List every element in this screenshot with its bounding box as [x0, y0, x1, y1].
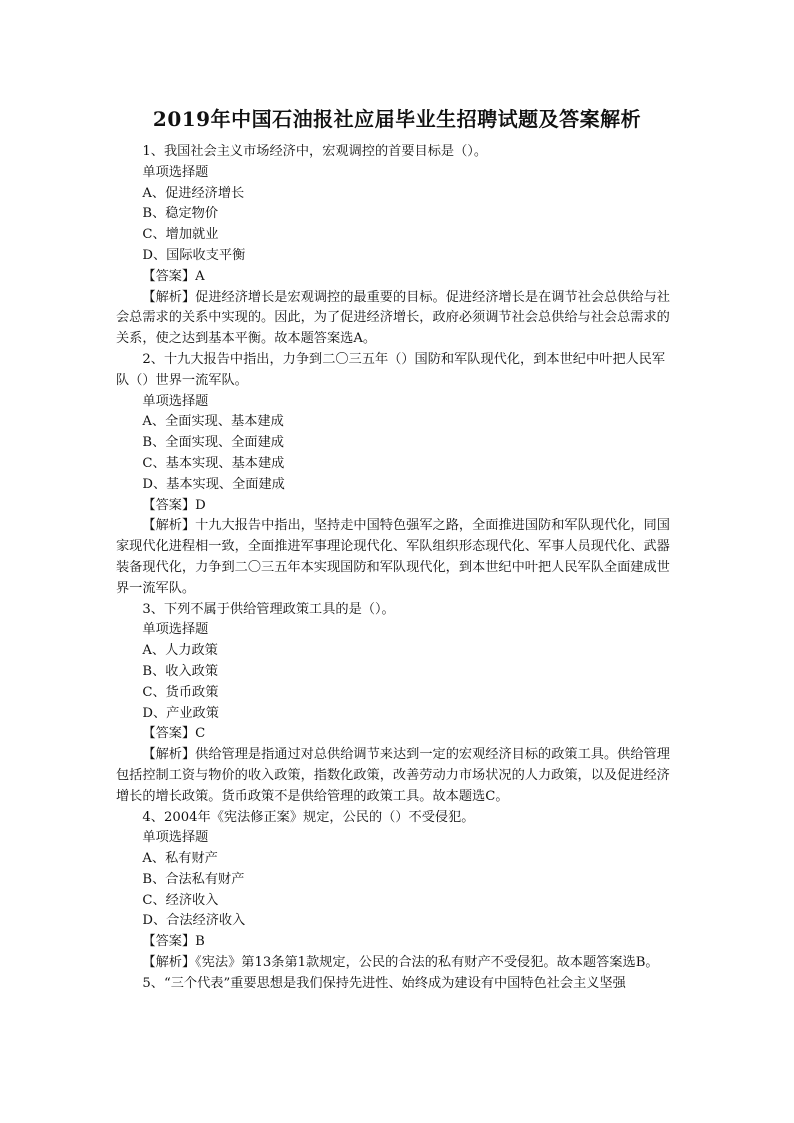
question-2-option-b: B、全面实现、全面建成 — [142, 435, 284, 451]
question-4-answer: 【答案】B — [142, 934, 205, 950]
question-1-option-d: D、国际收支平衡 — [142, 247, 246, 263]
question-5-stem: 5、“三个代表”重要思想是我们保持先进性、始终成为建设有中国特色社会主义坚强 — [142, 975, 626, 991]
question-1-analysis: 【解析】促进经济增长是宏观调控的最重要的目标。促进经济增长是在调节社会总供给与社会总需求的关系中实现的。因此，为了促进经济增长，政府必须调节社会总供给与社会总需求的关系，使之达到基本平衡。故本题答案选A。 — [116, 289, 670, 347]
question-3-option-a: A、人力政策 — [142, 643, 218, 659]
question-1-option-a: A、促进经济增长 — [142, 185, 245, 201]
question-4-option-d: D、合法经济收入 — [142, 913, 246, 929]
question-3-option-b: B、收入政策 — [142, 663, 219, 679]
question-3-option-d: D、产业政策 — [142, 705, 219, 721]
question-1-answer: 【答案】A — [142, 268, 205, 284]
question-1-option-b: B、稳定物价 — [142, 206, 219, 222]
question-3-answer: 【答案】C — [142, 726, 206, 742]
question-1-option-c: C、增加就业 — [142, 227, 219, 243]
question-1-stem: 1、我国社会主义市场经济中，宏观调控的首要目标是（）。 — [142, 144, 488, 159]
question-3-analysis: 【解析】供给管理是指通过对总供给调节来达到一定的宏观经济目标的政策工具。供给管理包括控制工资与物价的收入政策，指数化政策，改善劳动力市场状况的人力政策，以及促进经济增长的增长政策。货币政策不是供给管理的政策工具。故本题选C。 — [116, 747, 670, 804]
question-3-type: 单项选择题 — [142, 622, 209, 638]
document-body — [116, 142, 678, 995]
question-4-option-b: B、合法私有财产 — [142, 871, 245, 887]
question-2-stem: 2、十九大报告中指出，力争到二〇三五年（）国防和军队现代化，到本世纪中叶把人民军队（）世界一流军队。 — [116, 351, 666, 388]
question-4-type: 单项选择题 — [142, 830, 209, 846]
question-2-option-a: A、全面实现、基本建成 — [142, 414, 284, 430]
question-2-option-c: C、基本实现、基本建成 — [142, 455, 285, 471]
question-3-stem: 3、下列不属于供给管理政策工具的是（）。 — [142, 601, 395, 617]
question-4-stem: 4、2004年《宪法修正案》规定，公民的（）不受侵犯。 — [142, 809, 475, 825]
question-2-type: 单项选择题 — [142, 393, 209, 409]
question-2-option-d: D、基本实现、全面建成 — [142, 476, 285, 492]
question-4-option-a: A、私有财产 — [142, 851, 218, 867]
page-title: 2019年中国石油报社应届毕业生招聘试题及答案解析 — [152, 107, 642, 131]
question-2-analysis: 【解析】十九大报告中指出，坚持走中国特色强军之路，全面推进国防和军队现代化，同国家现代化进程相一致，全面推进军事理论现代化、军队组织形态现代化、军事人员现代化、武器装备现代化，力争到二〇三五年本实现国防和军队现代化，到本世纪中叶把人民军队全面建成世界一流军队。 — [116, 518, 670, 596]
question-4-option-c: C、经济收入 — [142, 892, 219, 908]
question-1-type: 单项选择题 — [142, 164, 209, 180]
question-3-option-c: C、货币政策 — [142, 684, 219, 700]
question-4-analysis: 【解析】《宪法》第13条第1款规定，公民的合法的私有财产不受侵犯。故本题答案选B。 — [142, 955, 659, 971]
question-2-answer: 【答案】D — [142, 497, 206, 513]
